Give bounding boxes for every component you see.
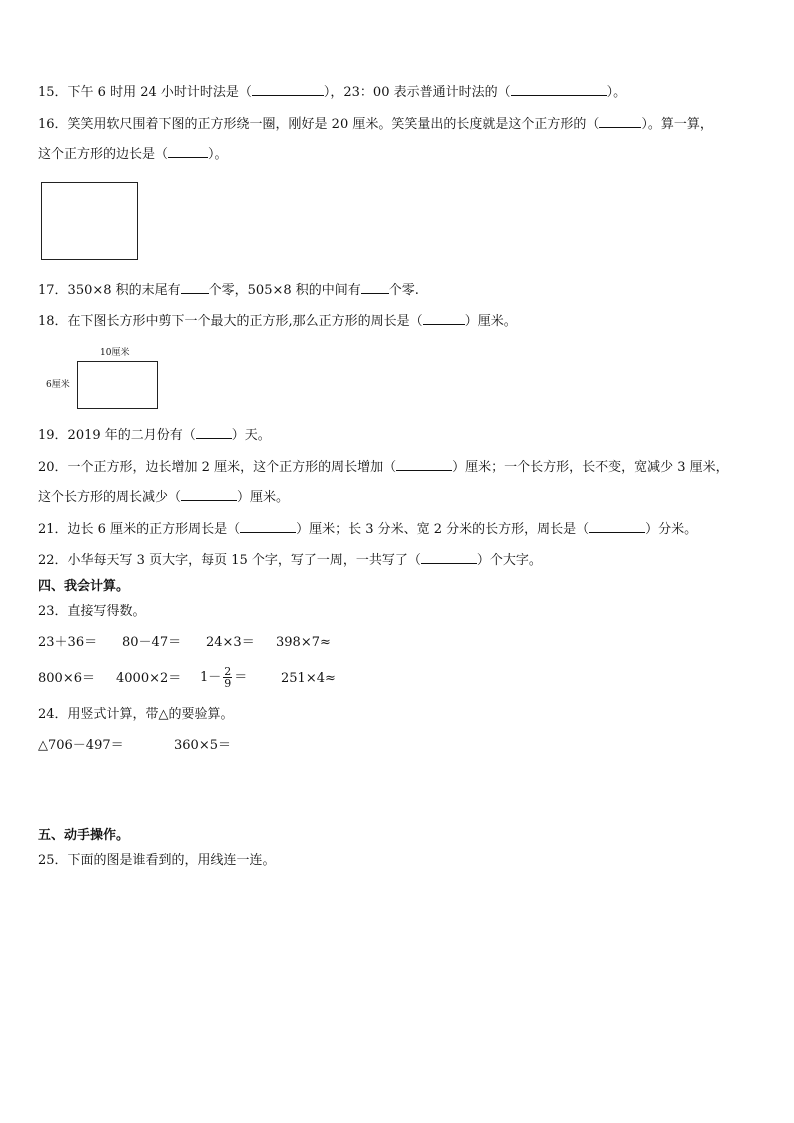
answer-blank[interactable] [252,83,324,96]
question-23-title: 23．直接写得数。 [38,604,146,619]
calc-item: 800×6＝ [38,671,95,686]
calc-item: 80－47＝ [122,635,182,650]
calc-item: 360×5＝ [174,738,231,753]
question-20-cont: 这个长方形的周长减少（ ）厘米。 [38,490,290,505]
question-17: 17．350×8 积的末尾有 个零，505×8 积的中间有 个零. [38,283,419,298]
answer-blank[interactable] [599,115,641,128]
answer-blank[interactable] [423,312,465,325]
answer-blank[interactable] [240,520,296,533]
answer-blank[interactable] [361,281,389,294]
calc-item: △706－497＝ [38,738,124,753]
question-16: 16．笑笑用软尺围着下图的正方形绕一圈，刚好是 20 厘米。笑笑量出的长度就是这个正方形的（ ）。算一算， [38,117,713,132]
question-15: 15．下午 6 时用 24 小时计时法是（ ），23：00 表示普通计时法的（ ）。 [38,85,627,100]
answer-blank[interactable] [589,520,645,533]
answer-blank[interactable] [181,488,237,501]
rectangle-height-label: 6厘米 [46,380,70,390]
section-4-heading: 四、我会计算。 [38,579,130,594]
answer-blank[interactable] [196,426,232,439]
section-5-heading: 五、动手操作。 [38,828,130,843]
calc-item: 251×4≈ [281,671,336,686]
question-25-title: 25．下面的图是谁看到的，用线连一连。 [38,853,276,868]
answer-blank[interactable] [511,83,607,96]
calc-item-fraction: 1－ $\frac{2}{9}$ ＝ [200,665,248,690]
square-figure [41,182,138,260]
fraction: $\frac{2}{9}$ [224,665,232,690]
answer-blank[interactable] [181,281,209,294]
question-21: 21．边长 6 厘米的正方形周长是（ ）厘米；长 3 分米、宽 2 分米的长方形，周长是（ ）分米。 [38,522,698,537]
question-19: 19．2019 年的二月份有（ ）天。 [38,428,271,443]
question-20: 20．一个正方形，边长增加 2 厘米，这个正方形的周长增加（ ）厘米；一个长方形，长不变，宽减少 3 厘米， [38,460,729,475]
answer-blank[interactable] [396,458,452,471]
rectangle-figure [77,361,158,409]
question-22: 22．小华每天写 3 页大字，每页 15 个字，写了一周，一共写了（ ）个大字。 [38,553,542,568]
question-24-title: 24．用竖式计算，带△的要验算。 [38,707,234,722]
answer-blank[interactable] [421,551,477,564]
calc-item: 23＋36＝ [38,635,98,650]
question-16-cont: 这个正方形的边长是（ ）。 [38,147,228,162]
question-18: 18．在下图长方形中剪下一个最大的正方形,那么正方形的周长是（ ）厘米。 [38,314,517,329]
rectangle-width-label: 10厘米 [100,348,130,358]
calc-item: 4000×2＝ [116,671,182,686]
calc-item: 24×3＝ [206,635,255,650]
answer-blank[interactable] [168,145,208,158]
calc-item: 398×7≈ [276,635,331,650]
